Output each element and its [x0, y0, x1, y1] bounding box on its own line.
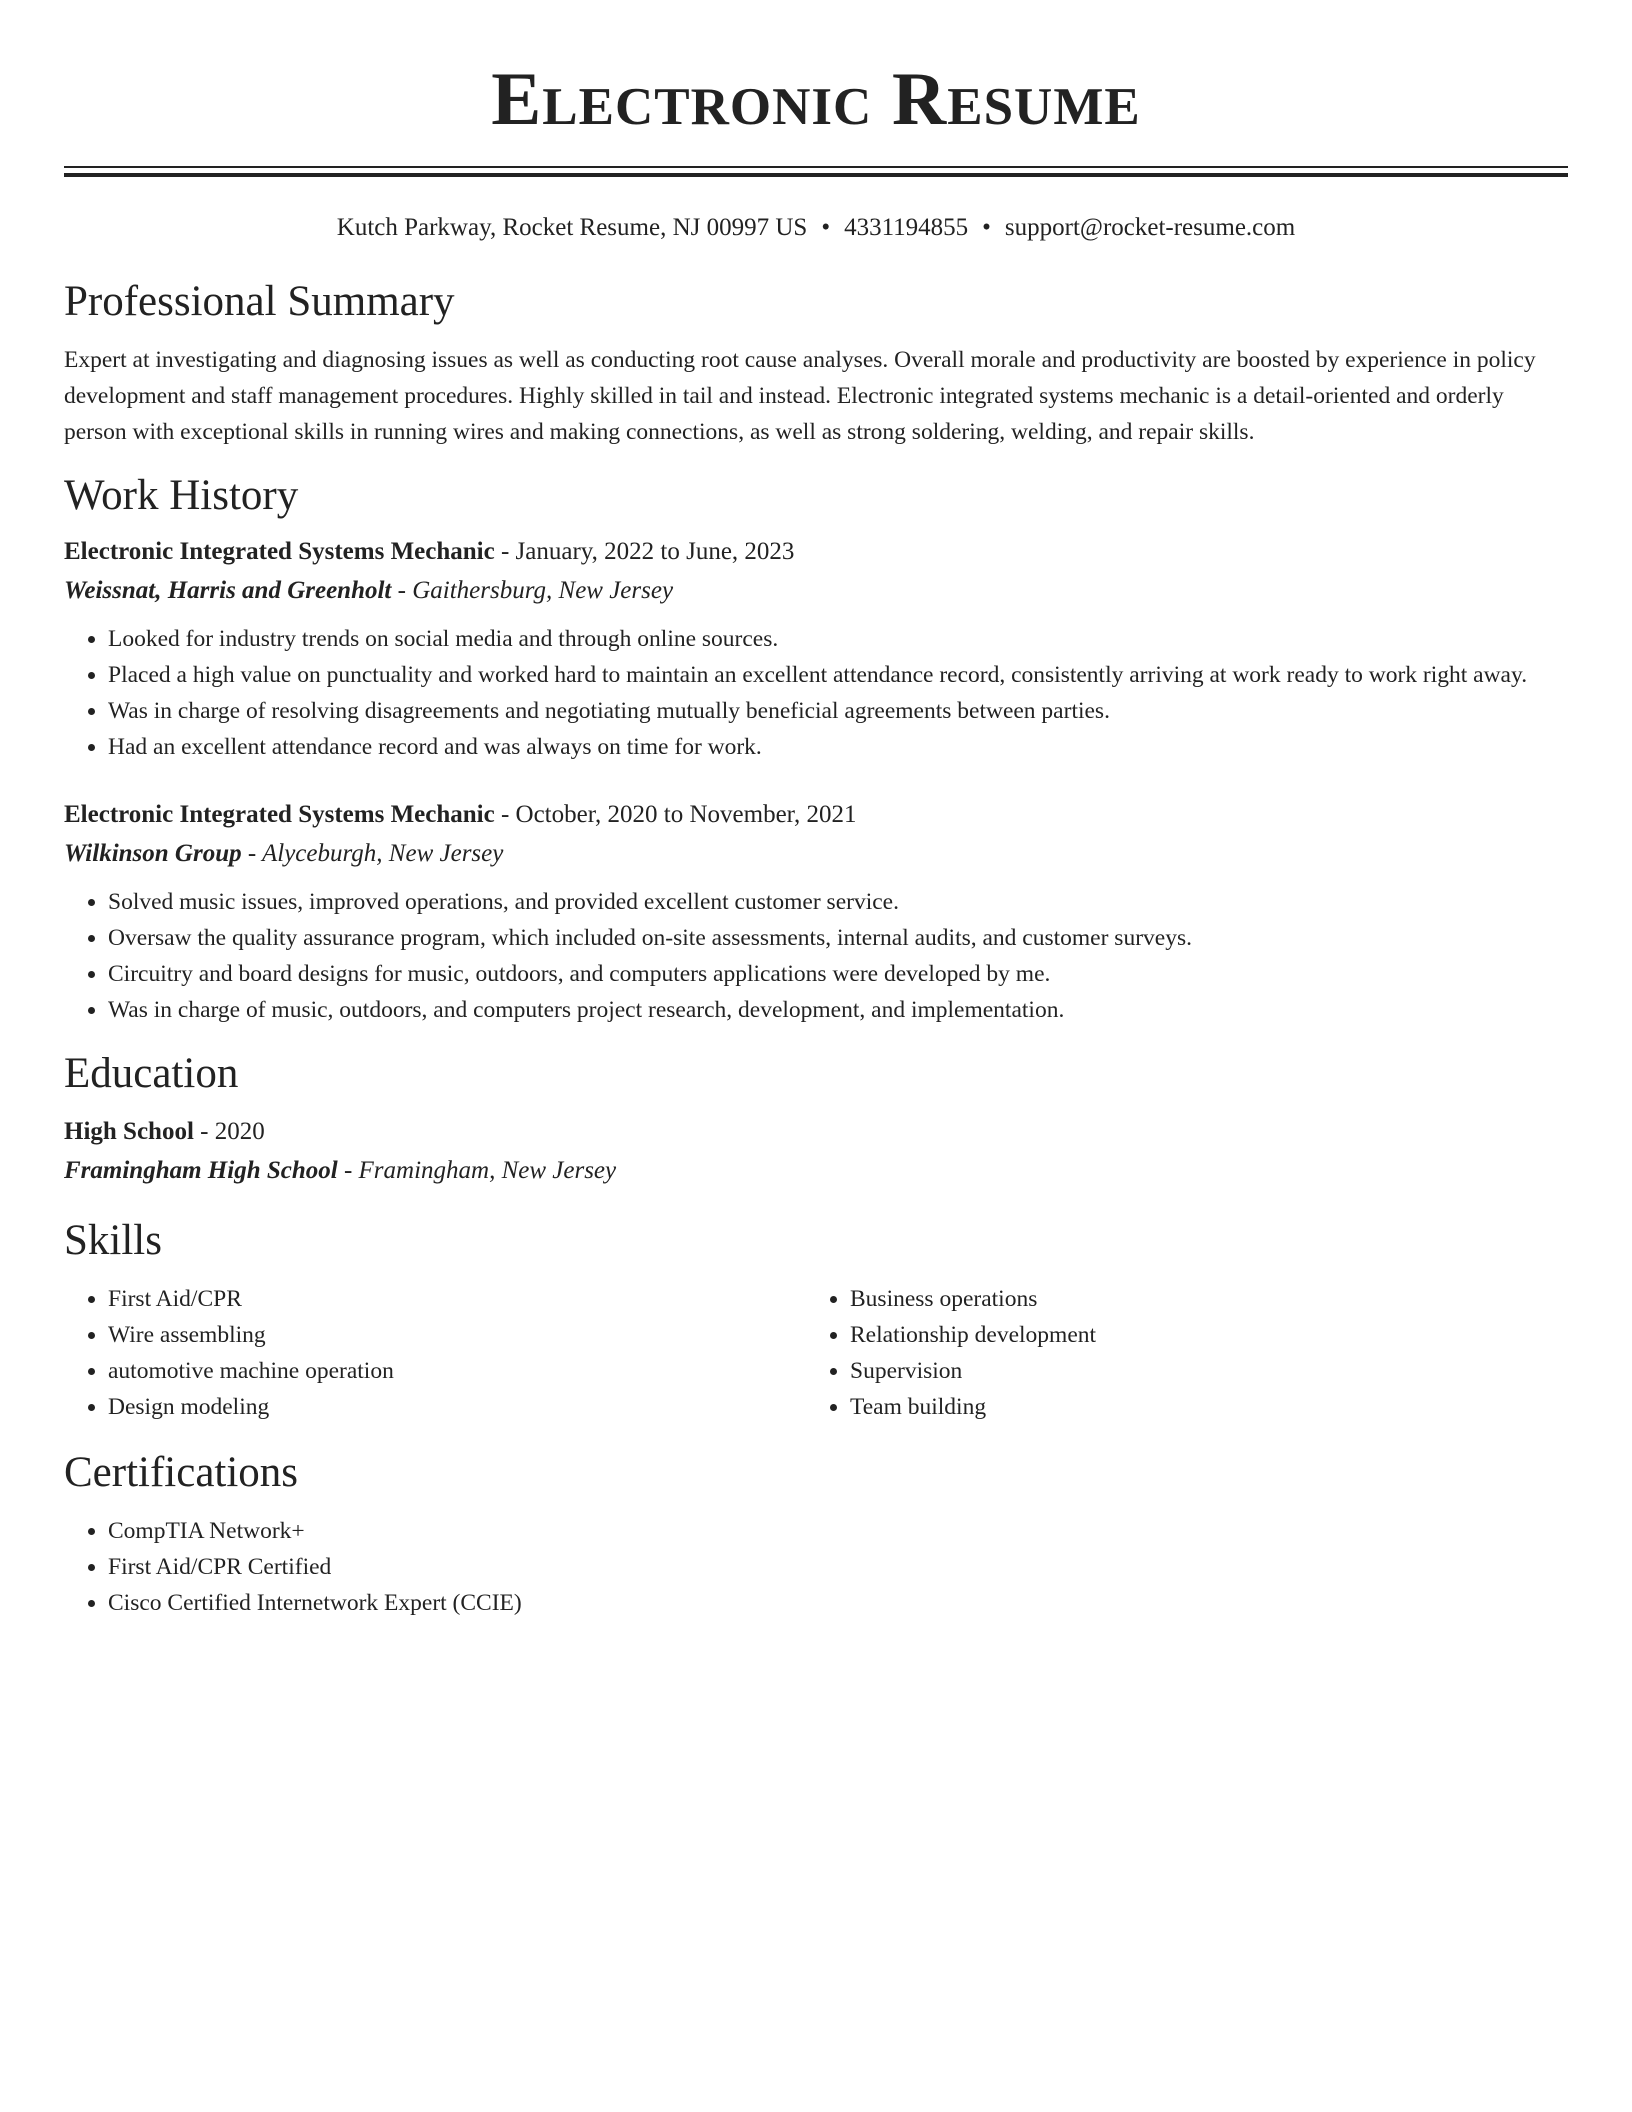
job-position: Electronic Integrated Systems Mechanic — [64, 801, 495, 828]
section-title-certifications: Certifications — [64, 1449, 299, 1496]
skill-item: • Wire assembling — [108, 1317, 806, 1353]
certifications-section — [64, 1447, 1568, 1621]
contact-address: Kutch Parkway, Rocket Resume, NJ 00997 US — [336, 214, 808, 241]
contact-line — [64, 212, 1568, 244]
job-title-line — [64, 534, 1568, 570]
contact-phone: 4331194855 — [844, 214, 969, 241]
work-history-section — [64, 470, 1568, 1028]
education-school: Framingham High School — [64, 1157, 338, 1184]
job-entry — [64, 534, 1568, 765]
job-company-line — [64, 836, 1568, 872]
job-bullet: • Was in charge of resolving disagreements and negotiating mutually beneficial agreements between parties. — [108, 693, 1568, 729]
resume-name: Electronic Resume — [491, 58, 1141, 141]
job-bullet: • Placed a high value on punctuality and worked hard to maintain an excellent attendance record, consistently arriving at work ready to work right away. — [108, 657, 1568, 693]
certification-item: • First Aid/CPR Certified — [108, 1549, 1568, 1585]
job-dates: - January, 2022 to June, 2023 — [494, 538, 795, 565]
contact-separator: • — [821, 214, 831, 241]
skills-column-right — [806, 1281, 1548, 1425]
job-entry — [64, 797, 1568, 1028]
summary-section — [64, 276, 1568, 450]
job-title-line — [64, 797, 1568, 833]
education-degree-line — [64, 1114, 1568, 1150]
section-title-education: Education — [64, 1050, 239, 1097]
skill-item: • Supervision — [850, 1353, 1548, 1389]
education-year: - 2020 — [193, 1118, 265, 1145]
job-bullets — [64, 884, 1568, 1028]
section-title-summary: Professional Summary — [64, 278, 455, 325]
skill-item: • Business operations — [850, 1281, 1548, 1317]
summary-text: Expert at investigating and diagnosing issues as well as conducting root cause analyses. Overall morale and productivity are boosted by experience in policy development and staff management procedures. Highly skilled in tail and instead. Electronic integrated systems mechanic is a detail-oriented and orderly person with exceptional skills in running wires and making connections, as well as strong soldering, welding, and repair skills. — [64, 347, 1536, 445]
education-section — [64, 1048, 1568, 1189]
job-company: Weissnat, Harris and Greenholt — [64, 577, 392, 604]
skill-item: • Relationship development — [850, 1317, 1548, 1353]
job-company-line — [64, 573, 1568, 609]
skill-item: • First Aid/CPR — [108, 1281, 806, 1317]
job-bullet: • Solved music issues, improved operations, and provided excellent customer service. — [108, 884, 1568, 920]
job-location: - Gaithersburg, New Jersey — [391, 577, 674, 604]
job-dates: - October, 2020 to November, 2021 — [494, 801, 857, 828]
name-divider — [64, 166, 1568, 177]
job-bullet: • Circuitry and board designs for music, outdoors, and computers applications were developed by me. — [108, 956, 1568, 992]
skill-item: • Team building — [850, 1389, 1548, 1425]
job-company: Wilkinson Group — [64, 840, 242, 867]
job-bullet: • Was in charge of music, outdoors, and computers project research, development, and implementation. — [108, 992, 1568, 1028]
job-bullets — [64, 621, 1568, 765]
section-title-work-history: Work History — [64, 472, 299, 519]
contact-email[interactable]: support@rocket-resume.com — [1004, 214, 1296, 241]
skill-item: • Design modeling — [108, 1389, 806, 1425]
skill-item: • automotive machine operation — [108, 1353, 806, 1389]
job-position: Electronic Integrated Systems Mechanic — [64, 538, 495, 565]
job-bullet: • Oversaw the quality assurance program, which included on-site assessments, internal audits, and customer surveys. — [108, 920, 1568, 956]
certification-item: • Cisco Certified Internetwork Expert (CCIE) — [108, 1585, 1568, 1621]
certification-item: • CompTIA Network+ — [108, 1513, 1568, 1549]
certification-list — [64, 1513, 1568, 1621]
skills-section — [64, 1215, 1568, 1425]
section-title-skills: Skills — [64, 1217, 162, 1264]
job-bullet: • Had an excellent attendance record and was always on time for work. — [108, 729, 1568, 765]
job-location: - Alyceburgh, New Jersey — [241, 840, 504, 867]
job-bullet: • Looked for industry trends on social media and through online sources. — [108, 621, 1568, 657]
contact-separator: • — [982, 214, 991, 241]
education-school-line — [64, 1153, 1568, 1189]
education-degree: High School — [64, 1118, 194, 1145]
skills-grid — [64, 1281, 1568, 1425]
education-location: - Framingham, New Jersey — [337, 1157, 617, 1184]
skills-column-left — [64, 1281, 806, 1425]
